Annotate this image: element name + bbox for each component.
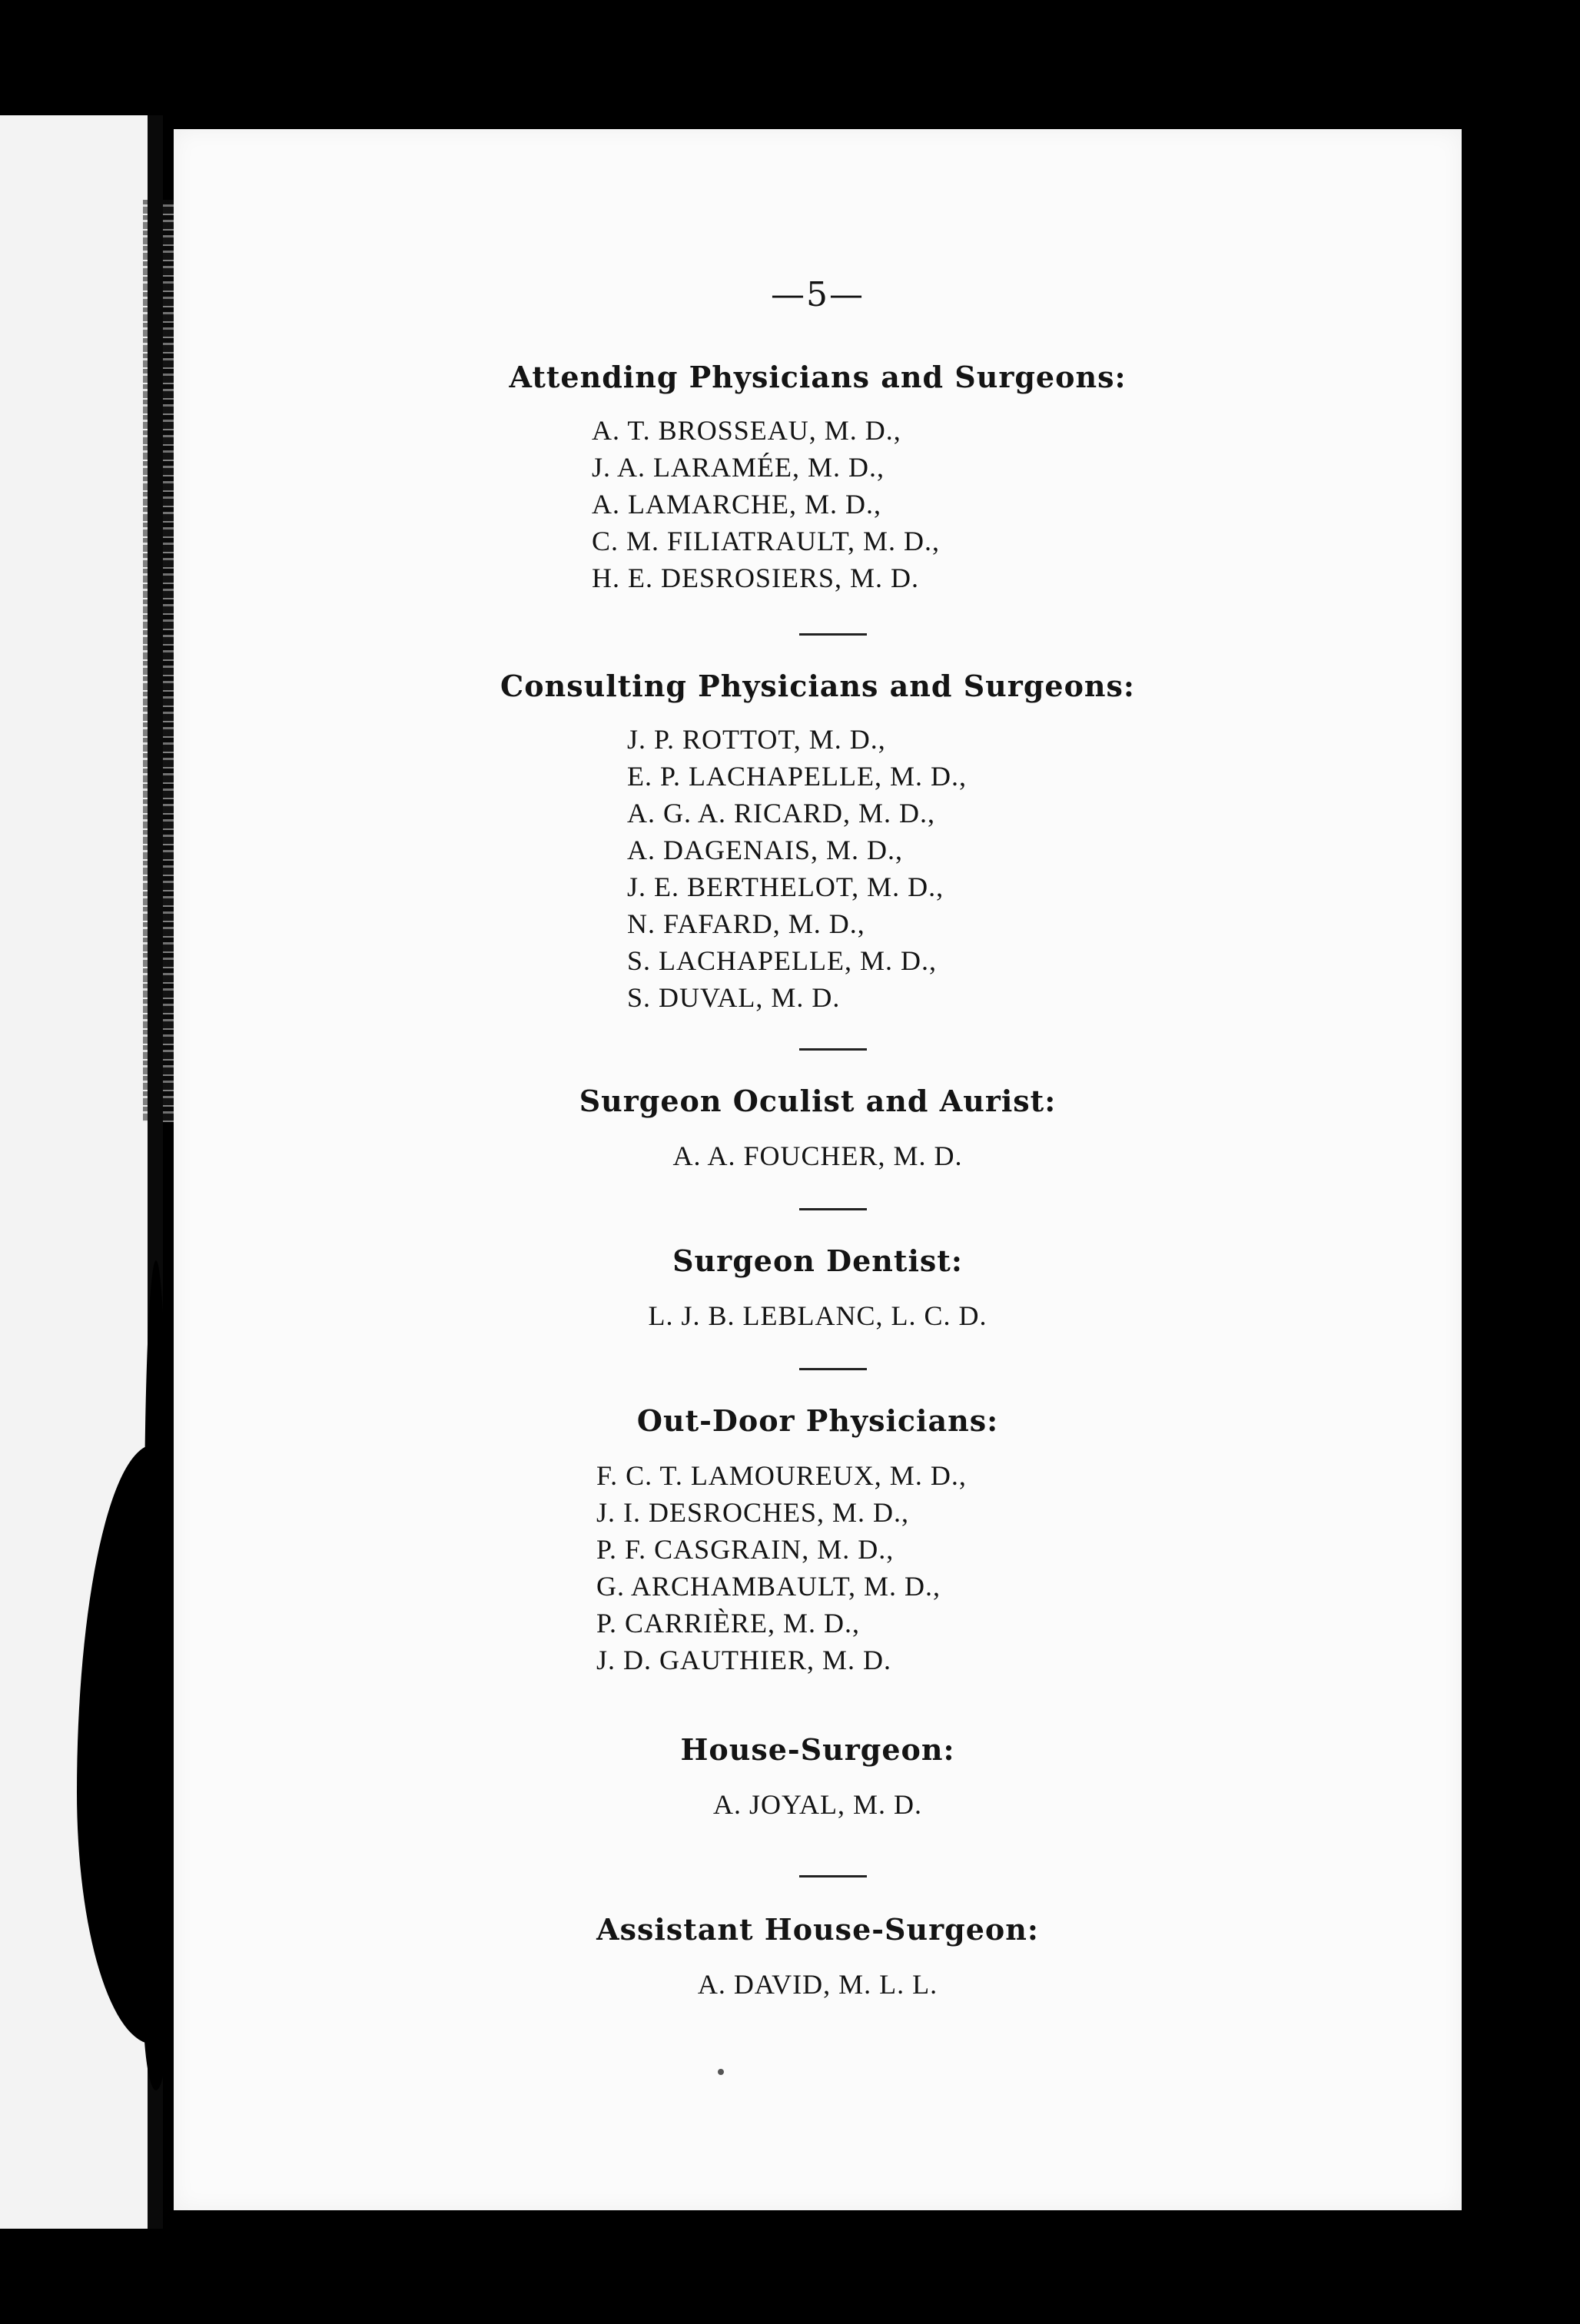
section-heading-oculist: Surgeon Oculist and Aurist: (579, 1084, 1057, 1118)
speck-mark (718, 2069, 724, 2075)
list-item: G. ARCHAMBAULT, M. D., (596, 1571, 941, 1602)
list-item: A. A. FOUCHER, M. D. (672, 1140, 963, 1171)
attending-names-list (592, 412, 940, 596)
list-item: L. J. B. LEBLANC, L. C. D. (648, 1300, 988, 1331)
outdoor-names-list (596, 1457, 967, 1678)
list-item: S. LACHAPELLE, M. D., (627, 945, 938, 976)
list-item: A. DAGENAIS, M. D., (627, 835, 903, 865)
assistant-house-surgeon-names-list (174, 1966, 1462, 2003)
section-divider (799, 633, 867, 636)
list-item: J. D. GAUTHIER, M. D. (596, 1645, 891, 1675)
list-item: J. E. BERTHELOT, M. D., (627, 872, 944, 902)
list-item: A. LAMARCHE, M. D., (592, 489, 882, 520)
section-divider (799, 1048, 867, 1051)
section-heading-attending: Attending Physicians and Surgeons: (509, 360, 1127, 394)
list-item: H. E. DESROSIERS, M. D. (592, 563, 920, 593)
section-divider (799, 1875, 867, 1877)
section-heading-consulting: Consulting Physicians and Surgeons: (500, 669, 1135, 703)
page-number: —5— (771, 275, 865, 314)
list-item: J. I. DESROCHES, M. D., (596, 1497, 910, 1528)
section-heading-assistant-house-surgeon: Assistant House-Surgeon: (596, 1912, 1039, 1947)
list-item: A. T. BROSSEAU, M. D., (592, 415, 901, 446)
list-item: A. JOYAL, M. D. (712, 1789, 922, 1820)
list-item: A. G. A. RICARD, M. D., (627, 798, 936, 828)
list-item: F. C. T. LAMOUREUX, M. D., (596, 1460, 967, 1491)
section-heading-house-surgeon: House-Surgeon: (680, 1732, 955, 1767)
section-divider (799, 1368, 867, 1370)
consulting-names-list (627, 721, 967, 1016)
list-item: S. DUVAL, M. D. (627, 982, 841, 1013)
section-heading-outdoor: Out-Door Physicians: (636, 1403, 999, 1438)
list-item: J. A. LARAMÉE, M. D., (592, 452, 885, 483)
section-heading-dentist: Surgeon Dentist: (672, 1243, 963, 1278)
list-item: C. M. FILIATRAULT, M. D., (592, 526, 941, 556)
document-page (174, 129, 1462, 2210)
oculist-names-list (174, 1137, 1462, 1174)
list-item: N. FAFARD, M. D., (627, 908, 865, 939)
section-divider (799, 1208, 867, 1210)
list-item: P. CARRIÈRE, M. D., (596, 1608, 861, 1638)
list-item: P. F. CASGRAIN, M. D., (596, 1534, 895, 1565)
list-item: E. P. LACHAPELLE, M. D., (627, 761, 968, 792)
house-surgeon-names-list (174, 1786, 1462, 1823)
list-item: J. P. ROTTOT, M. D., (627, 724, 886, 755)
dentist-names-list (174, 1297, 1462, 1334)
list-item: A. DAVID, M. L. L. (697, 1969, 938, 2000)
